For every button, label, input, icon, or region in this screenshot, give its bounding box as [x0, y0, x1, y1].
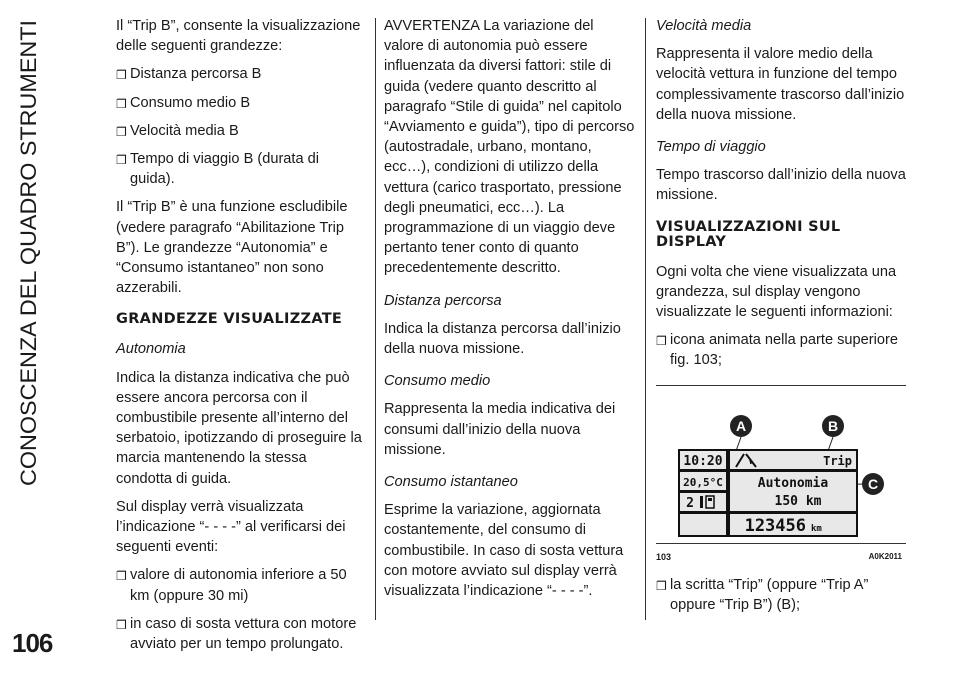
tempo-paragraph: Tempo trascorso dall’inizio della nuova missione. [656, 167, 906, 204]
autonomia-paragraph: Indica la distanza indicativa che può essere ancora percorsa con il combustibile presente all’interno del serbatoio, ipotizzando di proseguire la marcia mantenendo la stessa condotta di guida. [116, 369, 362, 487]
list-item: ❒ Distanza percorsa B [116, 64, 366, 84]
display-time: 10:20 [683, 453, 723, 469]
autonomia-display-paragraph: Sul display verrà visualizzata l’indicazione “- - - -” al verificarsi dei seguenti eventi: [116, 498, 346, 556]
subheading-velocita: Velocità media [656, 18, 752, 34]
marker-c: C [862, 473, 884, 495]
list-item: ❒ Velocità media B [116, 121, 366, 141]
checkbox-bullet-icon: ❒ [116, 124, 127, 139]
trip-b-paragraph: Il “Trip B” è una funzione escludibile (vedere paragrafo “Abilitazione Trip B”). Le grandezze “Autonomia” e “Consumo istantaneo” non sono azzerabili. [116, 199, 348, 297]
velocita-paragraph: Rappresenta il valore medio della velocità vettura in funzione del tempo complessivamente trascorso dall’inizio della nuova missione. [656, 46, 905, 123]
column-1 [116, 16, 366, 662]
list-item: ❒ Consumo medio B [116, 93, 366, 113]
page-number: 106 [12, 628, 53, 658]
checkbox-bullet-icon: ❒ [116, 569, 127, 584]
figure-number: 103 [656, 551, 672, 562]
consumo-medio-paragraph: Rappresenta la media indicativa dei consumi dall’inizio della nuova missione. [384, 401, 616, 458]
consumo-istantaneo-paragraph: Esprime la variazione, aggiornata costantemente, del consumo di combustibile. In caso di sosta vettura con motore avviato sul display verrà visualizzata l’indicazione “- - - -”. [384, 502, 624, 600]
figure-bottom-rule [656, 543, 906, 544]
avvertenza-paragraph: AVVERTENZA La variazione del valore di autonomia può essere influenzata da diversi fattori: stile di guida (vedere quanto descritto al paragrafo “Stile di guida” nel capitolo “Avviamento e guida”), tipo di percorso (autostradale, urbano, montano, ecc…), condizioni di utilizzo della vettura (carico trasportato, pressione degli pneumatici, ecc…). La programmazione di un viaggio deve pertanto tener conto di quanto precedentemente descritto. [384, 18, 635, 277]
column-2 [384, 16, 636, 609]
checkbox-bullet-icon: ❒ [116, 68, 127, 83]
side-chapter-title [8, 18, 48, 488]
marker-a: A [730, 415, 752, 437]
side-chapter-title-text: CONOSCENZA DEL QUADRO STRUMENTI [16, 36, 41, 486]
display-odometer: 123456 [744, 515, 806, 536]
checkbox-bullet-icon: ❒ [656, 334, 667, 349]
section-heading-grandezze: GRANDEZZE VISUALIZZATE [116, 311, 343, 328]
display-temperature: 20,5°C [683, 475, 723, 489]
column-3 [656, 16, 906, 623]
visualizzazioni-paragraph: Ogni volta che viene visualizzata una grandezza, sul display vengono visualizzate le seguenti informazioni: [656, 263, 897, 321]
column-divider-1 [375, 18, 376, 620]
column-divider-2 [645, 18, 646, 620]
figure-103 [656, 385, 906, 563]
list-item: ❒ Tempo di viaggio B (durata di guida). [116, 151, 320, 188]
list-item: ❒ icona animata nella parte superiore fig. 103; [656, 332, 898, 369]
display-value: 150 km [774, 493, 822, 509]
list-item: ❒ in caso di sosta vettura con motore avviato per un tempo prolungato. [116, 615, 357, 653]
subheading-tempo: Tempo di viaggio [656, 139, 766, 156]
checkbox-bullet-icon: ❒ [656, 578, 667, 593]
checkbox-bullet-icon: ❒ [116, 153, 127, 168]
subheading-consumo-istantaneo: Consumo istantaneo [384, 474, 518, 491]
display-title: Autonomia [757, 475, 829, 491]
subheading-consumo-medio: Consumo medio [384, 373, 491, 390]
display-gear: 2 [686, 495, 694, 511]
section-heading-visualizzazioni: VISUALIZZAZIONI SUL DISPLAY [656, 218, 841, 250]
list-item: ❒ valore di autonomia inferiore a 50 km (oppure 30 mi) [116, 567, 347, 604]
marker-b: B [822, 415, 844, 437]
distanza-paragraph: Indica la distanza percorsa dall’inizio della nuova missione. [384, 320, 621, 358]
list-item: ❒ la scritta “Trip” (oppure “Trip A” oppure “Trip B”) (B); [656, 576, 869, 613]
display-trip-label: Trip [823, 453, 852, 468]
checkbox-bullet-icon: ❒ [116, 96, 127, 111]
display-odometer-unit: km [811, 523, 822, 534]
figure-code: A0K2011 [868, 551, 902, 561]
checkbox-bullet-icon: ❒ [116, 617, 127, 632]
instrument-display [678, 449, 858, 537]
subheading-autonomia: Autonomia [116, 341, 186, 358]
subheading-distanza: Distanza percorsa [384, 292, 502, 309]
intro-paragraph: Il “Trip B”, consente la visualizzazione delle seguenti grandezze: [116, 18, 361, 55]
